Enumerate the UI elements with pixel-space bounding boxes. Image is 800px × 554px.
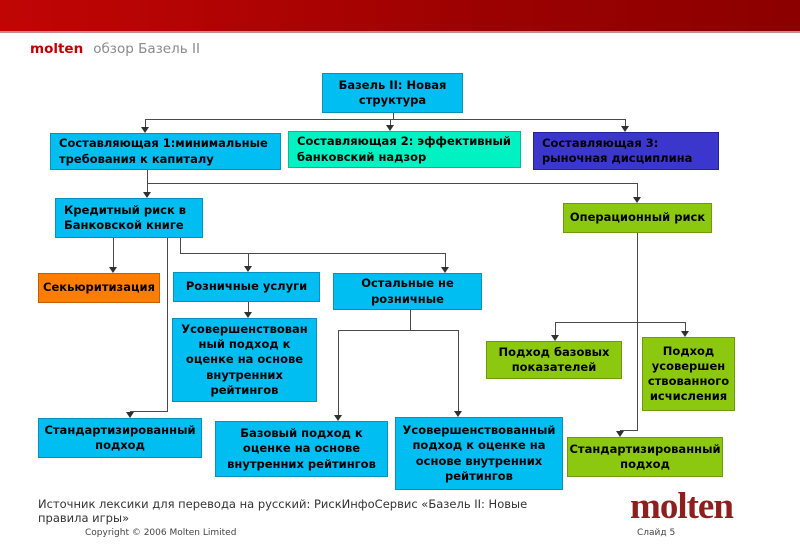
node-credit-risk: Кредитный риск в Банковской книге [55,198,203,238]
connector [445,253,446,267]
source-note: Источник лексики для перевода на русский: РискИнфоСервис «Базель II: Новые правила игры» [38,497,528,525]
connector [145,119,625,120]
slide-number: Слайд 5 [637,528,676,538]
node-non-retail: Остальные не розничные [333,273,482,310]
connector [338,330,339,415]
connector [248,253,249,266]
node-advanced-irb: Усовершенствованный подход к оценке на основе внутренних рейтингов [395,417,563,490]
slide-header [30,41,200,57]
node-pillar3: Составляющая 3: рыночная дисциплина [533,132,719,170]
brand-name: molten [30,41,84,57]
connector [180,253,445,254]
connector [637,183,638,197]
connector [637,233,638,430]
connector [147,170,148,183]
copyright-text: Copyright © 2006 Molten Limited [85,528,237,538]
node-foundation-irb: Базовый подход к оценке на основе внутренних рейтингов [215,421,388,477]
molten-logo: molten [630,486,733,527]
connector [113,238,114,267]
connector [555,322,685,323]
connector [410,310,411,330]
connector [248,302,249,312]
node-operational-risk: Операционный риск [563,203,712,233]
page-title: обзор Базель II [93,41,200,57]
node-retail-advanced-irb: Усовершенствован ный подход к оценке на основе внутренних рейтингов [172,318,317,402]
connector [555,322,556,335]
connector [458,330,459,411]
connector [130,411,168,412]
connector [685,322,686,331]
node-pillar1: Составляющая 1:минимальные требования к капиталу [50,133,281,170]
node-standardized-approach-credit: Стандартизированный подход [38,418,202,458]
node-basic-indicator-approach: Подход базовых показателей [486,341,622,379]
connector [338,330,458,331]
connector [145,119,146,127]
connector [167,238,168,411]
node-retail-services: Розничные услуги [173,272,320,302]
node-advanced-measurement-approach: Подход усовершен ствованного исчисления [642,337,735,411]
node-securitization: Секьюритизация [38,273,160,303]
node-pillar2: Составляющая 2: эффективный банковский надзор [288,131,521,168]
connector [147,183,637,184]
top-red-banner [0,0,800,33]
connector [147,183,148,192]
node-basel-structure: Базель II: Новая структура [322,73,463,113]
node-standardized-approach-operational: Стандартизированный подход [567,437,723,477]
connector [625,119,626,126]
connector [180,238,181,253]
